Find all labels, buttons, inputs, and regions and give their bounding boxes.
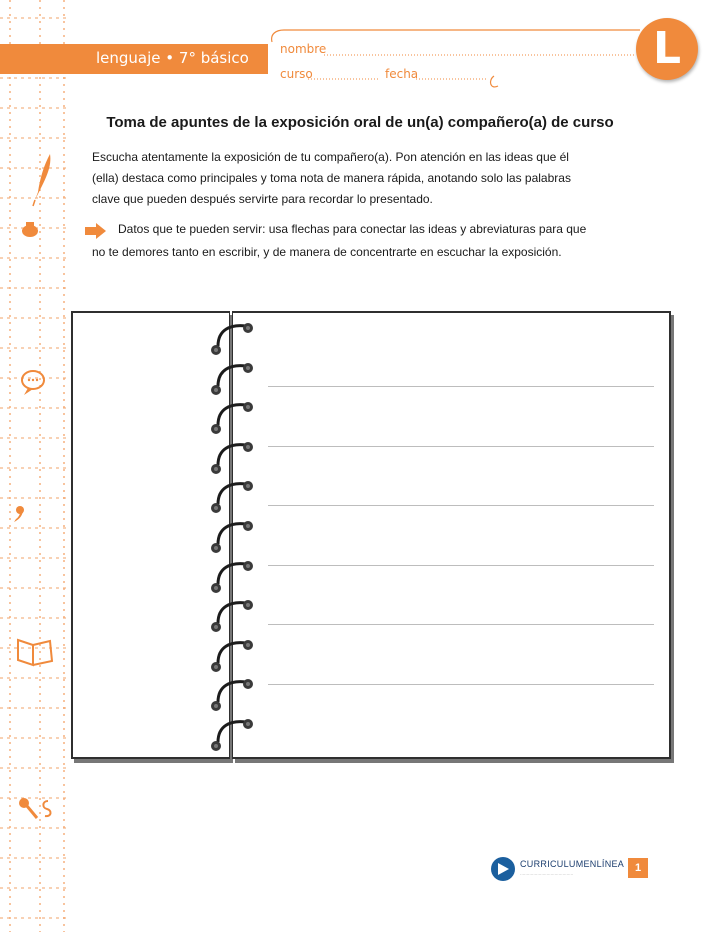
curriculum-logo (490, 855, 625, 883)
spiral-ring (206, 716, 258, 756)
spiral-ring (206, 478, 258, 518)
open-book-icon (18, 640, 52, 665)
spiral-ring (206, 360, 258, 400)
page-title: Toma de apuntes de la exposición oral de un(a) compañero(a) de curso (106, 114, 614, 131)
tip-line-2: no te demores tanto en escribir, y de manera de concentrarte en escuchar la exposición. (92, 245, 562, 259)
ruled-line (268, 446, 654, 447)
course-field-label: curso (280, 67, 313, 81)
speech-bubble-icon (22, 371, 44, 395)
name-field-label: nombre (280, 42, 327, 56)
decorative-margin (0, 0, 70, 932)
ruled-line (268, 565, 654, 566)
comma-icon (14, 506, 24, 522)
subject-label: lenguaje • 7° básico (96, 49, 249, 67)
spiral-ring (206, 320, 258, 360)
page-number: 1 (628, 858, 648, 878)
logo-name: CURRICULUMENLÍNEA (520, 859, 625, 869)
microphone-icon (19, 798, 51, 818)
tip-text (92, 218, 652, 264)
student-info-frame (262, 24, 642, 94)
ruled-line (268, 505, 654, 506)
spiral-ring (206, 439, 258, 479)
notebook-right-page[interactable] (232, 311, 671, 759)
ruled-line (268, 386, 654, 387)
instruction-line-2: (ella) destaca como principales y toma nota de manera rápida, anotando solo las palabras (92, 171, 571, 185)
tip-line-1: Datos que te pueden servir: usa flechas para conectar las ideas y abreviaturas para que (118, 222, 587, 236)
spiral-ring (206, 518, 258, 558)
instruction-line-3: clave que pueden después servirte para recordar lo presentado. (92, 192, 433, 206)
logo-mark-icon (490, 856, 516, 882)
spiral-ring (206, 399, 258, 439)
ink-pot-icon (22, 222, 38, 237)
spiral-ring (206, 637, 258, 677)
spiral-ring (206, 597, 258, 637)
ruled-line (268, 624, 654, 625)
subject-badge: L (636, 18, 698, 80)
date-field-label: fecha (385, 67, 419, 81)
logo-tagline: ········································ (520, 872, 574, 877)
ruled-line (268, 684, 654, 685)
instruction-line-1: Escucha atentamente la exposición de tu compañero(a). Pon atención en las ideas que él (92, 150, 569, 164)
subject-banner (0, 44, 268, 74)
spiral-ring (206, 676, 258, 716)
spiral-ring (206, 558, 258, 598)
